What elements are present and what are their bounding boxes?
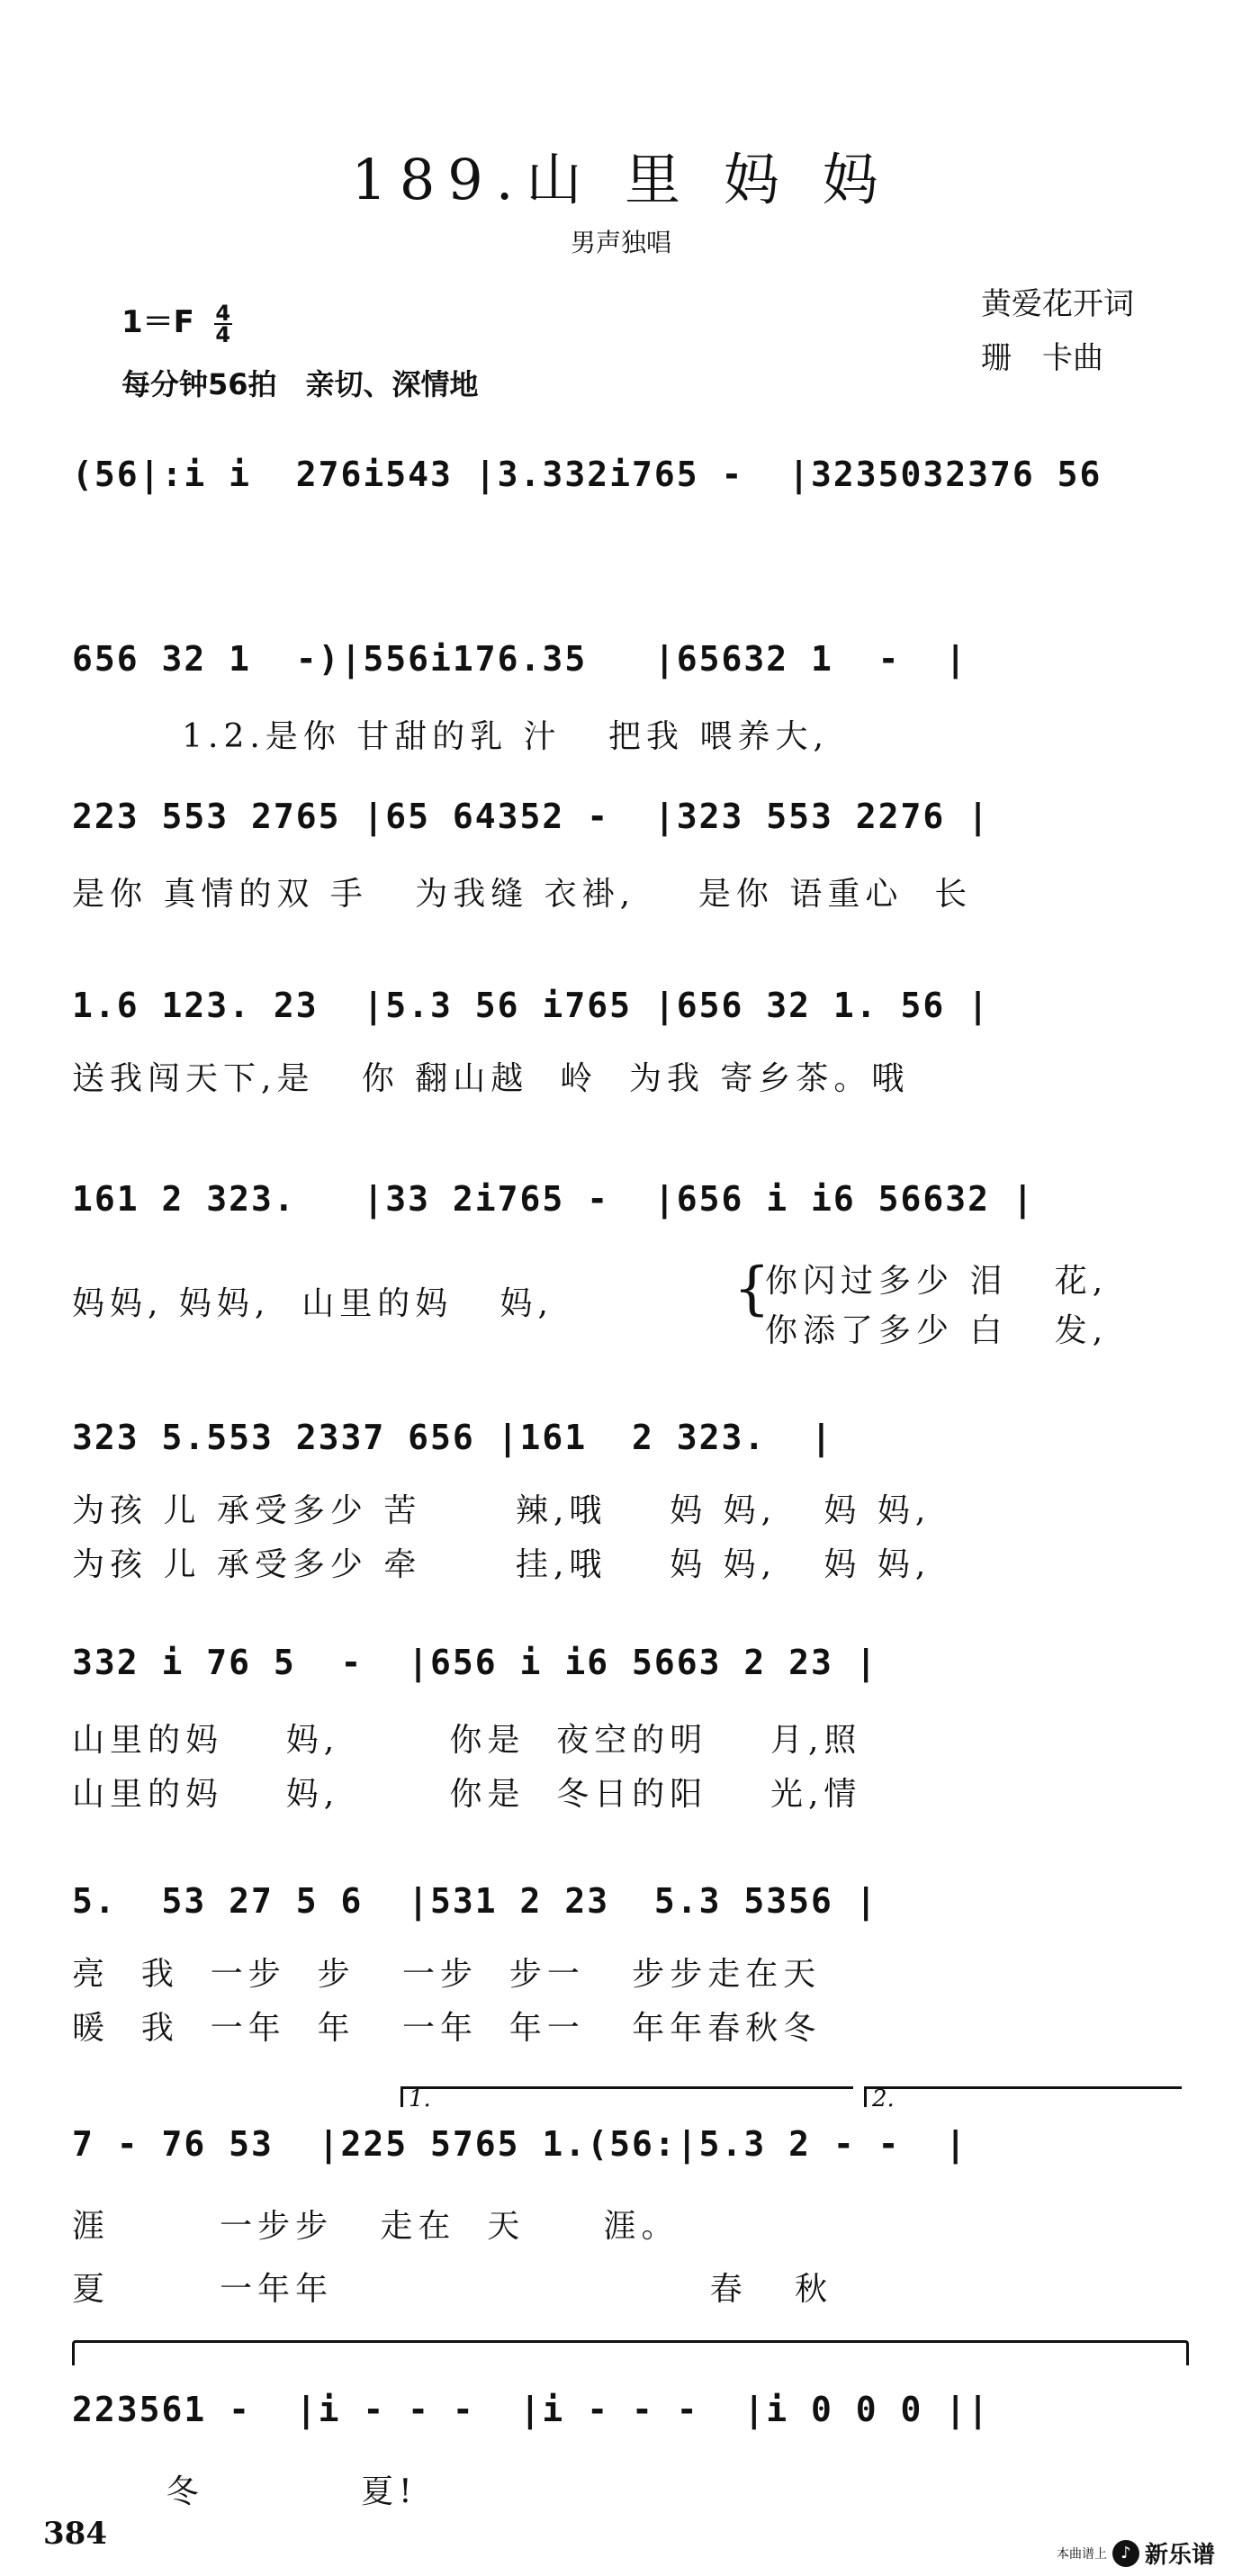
notation-row-1: (56|:i i 276i543 |3.332i765 - |3235032376 56 <box>72 455 1102 494</box>
composer: 珊 卡曲 <box>981 340 1103 376</box>
lyric-row-4: 送我闯天下,是 你 翻山越 岭 为我 寄乡茶。哦 <box>72 1060 910 1097</box>
key-label: 1＝F <box>122 304 194 340</box>
lyric-row-9b: 夏 一年年 春 秋 <box>72 2271 833 2308</box>
logo-small-text: 本曲谱上 <box>1056 2546 1107 2562</box>
time-signature <box>214 300 232 347</box>
song-subtitle: 男声独唱 <box>570 228 671 257</box>
key-signature <box>122 297 232 345</box>
notation-row-2: 656 32 1 -)|556i176.35 |65632 1 - | <box>72 639 968 679</box>
lyric-row-9a: 涯 一步步 走在 天 涯。 <box>72 2208 680 2245</box>
notation-row-5: 161 2 323. |33 2i765 - |656 i i6 56632 | <box>72 1179 1035 1219</box>
notation-row-9: 7 - 76 53 |225 5765 1.(56:|5.3 2 - - | <box>72 2124 968 2164</box>
notation-row-3: 223 553 2765 |65 64352 - |323 553 2276 | <box>72 797 990 836</box>
music-note-icon: ♪ <box>1112 2540 1139 2567</box>
notation-row-10: 223561 - |i - - - |i - - - |i 0 0 0 || <box>72 2390 990 2429</box>
page-number: 384 <box>43 2516 107 2552</box>
lyric-row-10: 冬 夏! <box>72 2473 418 2510</box>
lyric-row-8b: 暖 我 一年 年 一年 年一 年年春秋冬 <box>72 2010 822 2047</box>
final-tie-line <box>72 2340 1189 2365</box>
notation-row-7: 332 i 76 5 - |656 i i6 5663 2 23 | <box>72 1643 878 1682</box>
site-logo <box>1057 2536 1215 2570</box>
lyric-row-7a: 山里的妈 妈, 你是 夜空的明 月,照 <box>72 1722 862 1759</box>
lyricist: 黄爱花开词 <box>981 286 1134 322</box>
volta-first-ending: 1. <box>400 2086 853 2107</box>
notation-row-8: 5. 53 27 5 6 |531 2 23 5.3 5356 | <box>72 1881 878 1921</box>
notation-row-4: 1.6 123. 23 |5.3 56 i765 |656 32 1. 56 | <box>72 986 990 1025</box>
tempo-marking: 每分钟56拍 亲切、深情地 <box>122 367 479 401</box>
verse-label-1: 你闪过多少 泪 花, <box>765 1263 1109 1300</box>
volta-second-ending: 2. <box>864 2086 1182 2107</box>
lyric-row-5: 妈妈, 妈妈, 山里的妈 妈, <box>72 1285 585 1322</box>
lyric-row-3: 是你 真情的双 手 为我缝 衣褂, 是你 语重心 长 <box>72 876 973 913</box>
verse-label-2: 你添了多少 白 发, <box>765 1312 1109 1349</box>
time-signature-bottom: 4 <box>215 321 231 347</box>
lyric-row-7b: 山里的妈 妈, 你是 冬日的阳 光,情 <box>72 1776 862 1813</box>
lyric-row-2: 1.2.是你 甘甜的乳 汁 把我 喂养大, <box>72 718 829 755</box>
lyric-row-8a: 亮 我 一步 步 一步 步一 步步走在天 <box>72 1956 822 1993</box>
notation-row-6: 323 5.553 2337 656 |161 2 323. | <box>72 1418 833 1457</box>
lyric-row-6a: 为孩 儿 承受多少 苦 辣,哦 妈 妈, 妈 妈, <box>72 1492 932 1529</box>
verse-brace: { <box>734 1256 770 1322</box>
logo-text: 新乐谱 <box>1144 2542 1215 2569</box>
song-title: 189.山 里 妈 妈 <box>351 147 891 212</box>
lyric-row-6b: 为孩 儿 承受多少 牵 挂,哦 妈 妈, 妈 妈, <box>72 1546 932 1583</box>
time-signature-top: 4 <box>215 300 231 326</box>
